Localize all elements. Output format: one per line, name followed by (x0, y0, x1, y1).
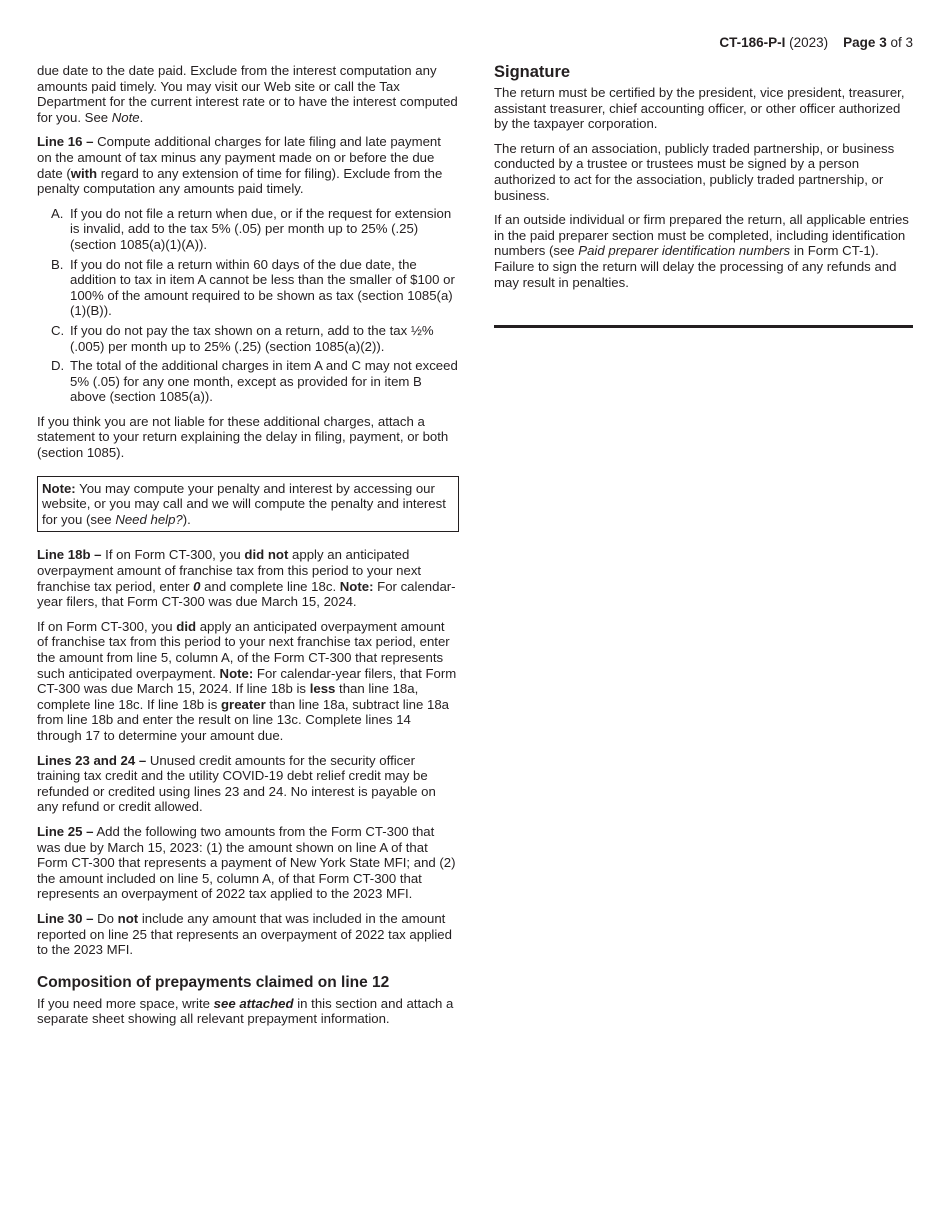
note-reference: Note (111, 109, 140, 125)
right-column (494, 63, 914, 299)
page-header (719, 35, 913, 51)
composition-heading: Composition of prepayments claimed on line 12 (37, 973, 390, 991)
signature-paragraph-2: The return of an association, publicly traded partnership, or business conducted by a trustee or trustees must be signed by a person authorized to act for the association, publicly traded partnership, or business. (494, 140, 895, 203)
line-18b-paragraph: Line 18b – If on Form CT-300, you did not apply an anticipated overpayment amount of franchise tax from this period to your next franchise tax period, enter 0 and complete line 18c. Note: For calendar-year filers, that Form CT-300 was due March 15, 2024. (37, 547, 456, 610)
interest-paragraph: due date to the date paid. Exclude from the interest computation any amounts paid timely. You may visit our Web site or call the Tax Department for the current interest rate or to have the interest computed for you. See Note. (37, 63, 458, 125)
line-18b-did-paragraph: If on Form CT-300, you did apply an anticipated overpayment amount of franchise tax from this period to your next franchise tax period, enter the amount from line 5, column A, of the Form CT-300 that represents such anticipated overpayment. Note: For calendar-year filers, that Form CT-300 was due March 15, 2024. If line 18b is less than line 18a, complete line 18c. If line 18b is greater than line 18a, subtract line 18a from line 18b and enter the result on line 13c. Complete lines 14 through 17 to determine your amount due. (37, 618, 457, 743)
signature-paragraph-3: If an outside individual or firm prepared the return, all applicable entries in the paid preparer section must be completed, including identification numbers (see Paid preparer identification numbers in Form CT-1). Failure to sign the return will delay the processing of any refunds and may result in penalties. (494, 212, 909, 290)
penalty-list (37, 206, 459, 405)
line-16-label: Line 16 – (37, 134, 94, 150)
form-id: CT-186-P-I (719, 35, 786, 50)
lines-23-24-paragraph: Lines 23 and 24 – Unused credit amounts for the security officer training tax credit and the utility COVID-19 debt relief credit may be refunded or credited using lines 23 and 24. No interest is payable on any refund or credit allowed. (37, 752, 436, 815)
page-of: of 3 (890, 35, 913, 50)
composition-paragraph: If you need more space, write see attached in this section and attach a separate sheet showing all relevant prepayment information. (37, 995, 454, 1027)
list-item: D. The total of the additional charges in item A and C may not exceed 5% (.05) for any one month, except as provided for in item B above (section 1085(a)). (51, 358, 458, 405)
line-25-paragraph: Line 25 – Add the following two amounts from the Form CT-300 that was due by March 15, 2023: (1) the amount shown on line A of that Form CT-300 that represents a payment of New York State MFI; and (2) the amount included on line 5, column A, of that Form CT-300 that represents an overpayment of 2022 tax applied to the 2023 MFI. (37, 823, 456, 902)
line-16-paragraph: Line 16 – Compute additional charges for late filing and late payment on the amount of tax minus any payment made on or before the due date (with regard to any extension of time for filing). Exclude from the penalty computation any amounts paid timely. (37, 134, 443, 197)
signature-paragraph-1: The return must be certified by the president, vice president, treasurer, assistant treasurer, chief accounting officer, or other officer authorized by the taxpayer corporation. (494, 85, 905, 132)
form-year: (2023) (789, 35, 829, 50)
need-help-reference: Need help? (115, 511, 183, 527)
list-item: B. If you do not file a return within 60 days of the due date, the addition to tax in item A cannot be less than the smaller of $100 or 100% of the amount required to be shown as tax (section 1085(a)(1)(B)). (51, 256, 455, 319)
left-column (37, 63, 459, 1036)
not-liable-paragraph: If you think you are not liable for these additional charges, attach a statement to your return explaining the delay in filing, payment, or both (section 1085). (37, 413, 449, 461)
line-30-paragraph: Line 30 – Do not include any amount that was included in the amount reported on line 25 that represents an overpayment of 2022 tax applied to the 2023 MFI. (37, 910, 452, 958)
signature-heading: Signature (494, 63, 571, 81)
note-box: Note: You may compute your penalty and interest by accessing our website, or you may call and we will compute the penalty and interest for you (see Need help?). (37, 476, 459, 533)
list-item: A. If you do not file a return when due, or if the request for extension is invalid, add to the tax 5% (.05) per month up to 25% (.25) (section 1085(a)(1)(A)). (51, 205, 452, 252)
list-item: C. If you do not pay the tax shown on a return, add to the tax ½% (.005) per month up to 25% (.25) (section 1085(a)(2)). (51, 322, 434, 354)
page-label: Page 3 (843, 35, 887, 50)
section-divider (494, 325, 913, 328)
